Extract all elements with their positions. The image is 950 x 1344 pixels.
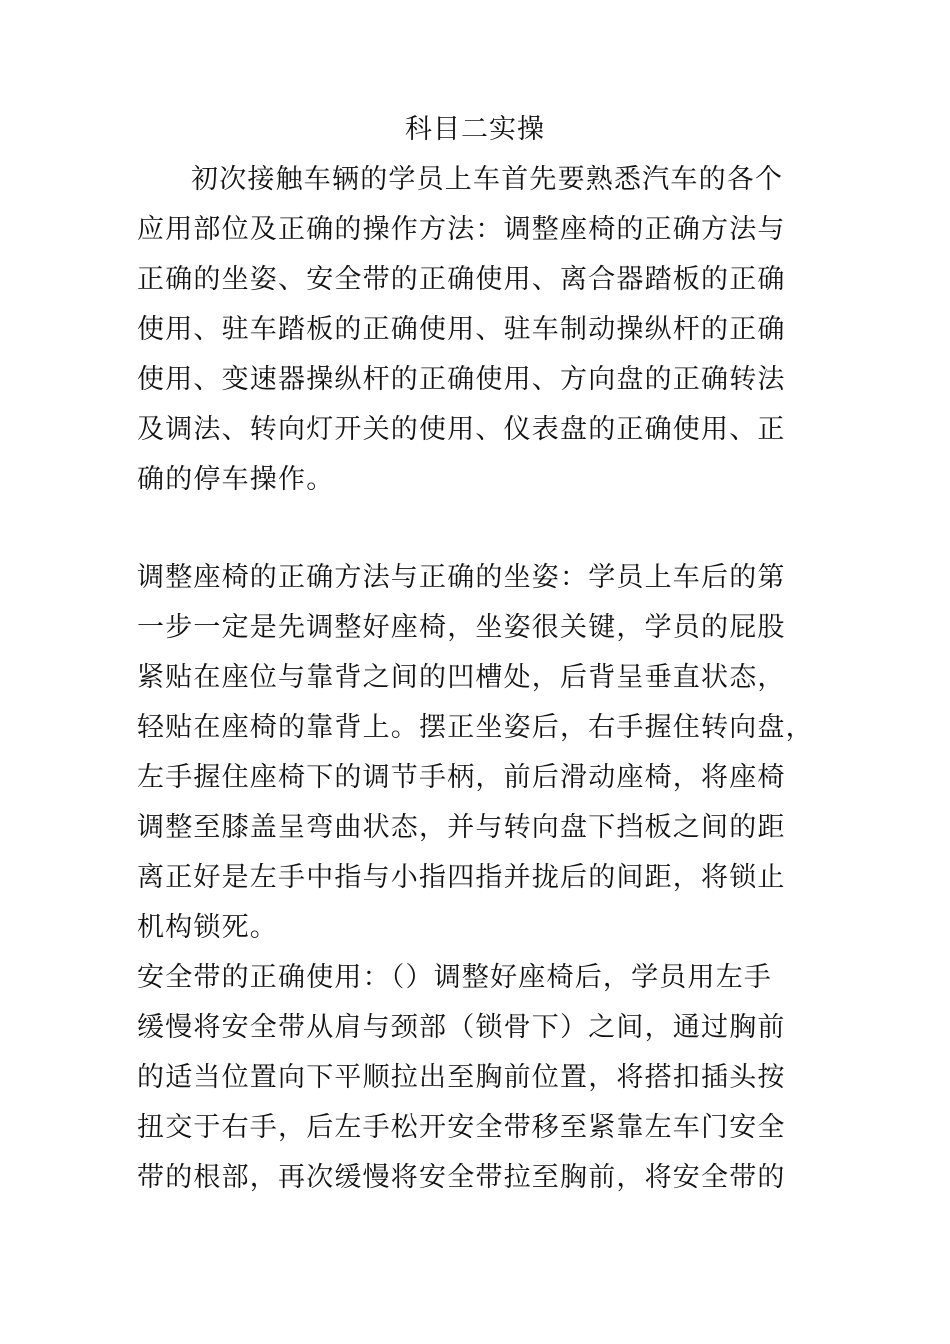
paragraph-1-line: 使用、变速器操纵杆的正确使用、方向盘的正确转法 <box>137 364 786 395</box>
paragraph-1-line: 应用部位及正确的操作方法：调整座椅的正确方法与 <box>137 214 786 245</box>
paragraph-2-line: 离正好是左手中指与小指四指并拢后的间距，将锁止 <box>137 862 786 893</box>
paragraph-2-line: 调整至膝盖呈弯曲状态，并与转向盘下挡板之间的距 <box>137 812 786 843</box>
document-title: 科目二实操 <box>405 114 545 145</box>
paragraph-1-line: 正确的坐姿、安全带的正确使用、离合器踏板的正确 <box>137 264 786 295</box>
paragraph-2-line: 调整座椅的正确方法与正确的坐姿：学员上车后的第 <box>137 562 786 593</box>
paragraph-2-line: 紧贴在座位与靠背之间的凹槽处，后背呈垂直状态， <box>137 662 786 693</box>
paragraph-2-line: 轻贴在座椅的靠背上。摆正坐姿后，右手握住转向盘， <box>137 712 814 743</box>
paragraph-3-line: 安全带的正确使用：（）调整好座椅后，学员用左手 <box>137 962 773 993</box>
paragraph-3-line: 带的根部，再次缓慢将安全带拉至胸前，将安全带的 <box>137 1162 786 1193</box>
paragraph-1-line: 使用、驻车踏板的正确使用、驻车制动操纵杆的正确 <box>137 314 786 345</box>
paragraph-2-line: 机构锁死。 <box>137 912 278 943</box>
paragraph-1-line: 确的停车操作。 <box>137 464 335 495</box>
paragraph-2-line: 一步一定是先调整好座椅，坐姿很关键，学员的屁股 <box>137 612 786 643</box>
paragraph-1-line: 初次接触车辆的学员上车首先要熟悉汽车的各个 <box>191 164 784 195</box>
paragraph-3-line: 扭交于右手，后左手松开安全带移至紧靠左车门安全 <box>137 1112 786 1143</box>
paragraph-3-line: 的适当位置向下平顺拉出至胸前位置，将搭扣插头按 <box>137 1062 786 1093</box>
paragraph-2-line: 左手握住座椅下的调节手柄，前后滑动座椅，将座椅 <box>137 762 786 793</box>
paragraph-3-line: 缓慢将安全带从肩与颈部（锁骨下）之间，通过胸前 <box>137 1012 786 1043</box>
paragraph-1-line: 及调法、转向灯开关的使用、仪表盘的正确使用、正 <box>137 414 786 445</box>
